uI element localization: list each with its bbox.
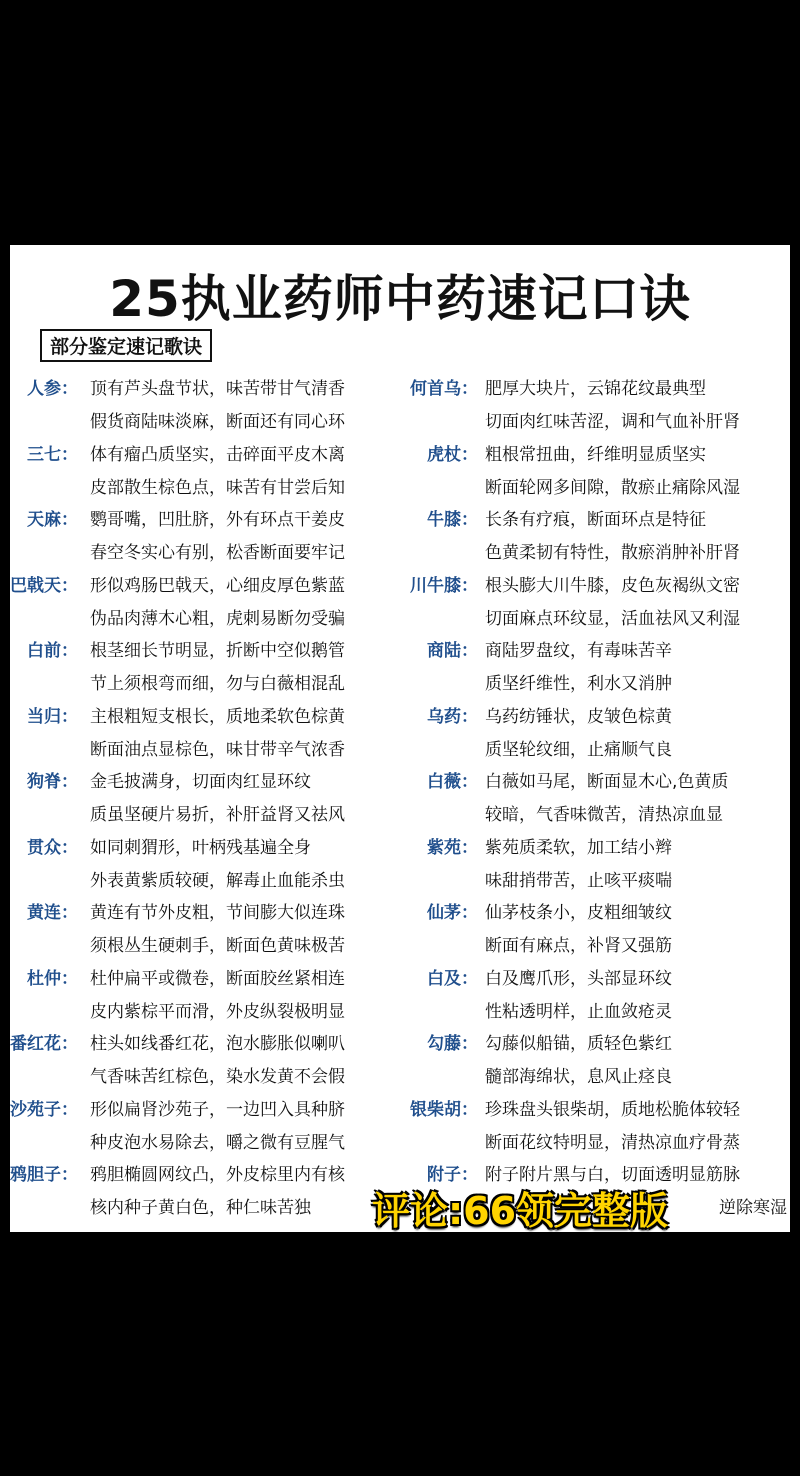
verse-line-2: 种皮泡水易除去，嚼之微有豆腥气	[90, 1132, 345, 1153]
verse-line-1: 根头膨大川牛膝，皮色灰褐纵文密	[485, 575, 740, 596]
verse-line-2: 伪品肉薄木心粗，虎刺易断勿受骗	[90, 608, 345, 629]
verse-line-2: 皮内紫棕平而滑，外皮纵裂极明显	[90, 1001, 345, 1022]
verse-line-1: 珍珠盘头银柴胡，质地松脆体较轻	[485, 1099, 740, 1120]
verse-line-1: 鸦胆椭圆网纹凸，外皮棕里内有核	[90, 1165, 345, 1185]
verse-line-2: 较暗，气香味微苦，清热凉血显	[485, 805, 723, 825]
verse-line-1: 金毛披满身，切面肉红显环纹	[90, 772, 311, 792]
herb-entry	[405, 370, 790, 436]
herb-name: 川牛膝：	[410, 575, 478, 596]
herb-entry	[10, 960, 400, 1026]
herb-name: 当归：	[27, 706, 78, 727]
herb-name: 白及：	[427, 968, 478, 989]
verse-line-1: 商陆罗盘纹，有毒味苦辛	[485, 641, 672, 661]
herb-name: 附子：	[427, 1165, 478, 1185]
herb-name: 紫苑：	[427, 837, 478, 858]
mnemonic-sheet	[10, 245, 790, 1232]
verse-line-2: 质坚轮纹细，止痛顺气良	[485, 739, 672, 760]
verse-line-2: 髓部海绵状，息风止痉良	[485, 1067, 672, 1087]
verse-line-1: 顶有芦头盘节状，味苦带甘气清香	[90, 379, 345, 399]
verse-line-1: 形似扁肾沙苑子，一边凹入具种脐	[90, 1099, 345, 1120]
verse-line-2: 逆除寒湿	[719, 1198, 787, 1218]
right-column	[405, 370, 790, 1222]
herb-entry	[405, 1091, 790, 1157]
herb-entry	[10, 1091, 400, 1157]
verse-line-1: 形似鸡肠巴戟天，心细皮厚色紫蓝	[90, 575, 345, 596]
herb-name: 杜仲：	[27, 968, 78, 989]
verse-line-1: 白及鹰爪形，头部显环纹	[485, 968, 672, 989]
verse-line-1: 鹦哥嘴，凹肚脐，外有环点干姜皮	[90, 510, 345, 530]
verse-line-2: 质坚纤维性，利水又消肿	[485, 674, 672, 694]
herb-name: 何首乌：	[410, 379, 478, 399]
herb-name: 商陆：	[427, 641, 478, 661]
herb-entry	[10, 1025, 400, 1091]
herb-entry	[10, 370, 400, 436]
verse-line-2: 假货商陆味淡麻，断面还有同心环	[90, 412, 345, 432]
verse-line-2: 切面肉红味苦涩，调和气血补肝肾	[485, 412, 740, 432]
herb-entry	[10, 698, 400, 764]
verse-line-1: 乌药纺锤状，皮皱色棕黄	[485, 706, 672, 727]
verse-line-2: 切面麻点环纹显，活血祛风又利湿	[485, 608, 740, 629]
herb-name: 白前：	[27, 641, 78, 661]
herb-name: 贯众：	[27, 837, 78, 858]
verse-line-1: 根茎细长节明显，折断中空似鹅管	[90, 641, 345, 661]
herb-name: 乌药：	[427, 706, 478, 727]
herb-entry	[405, 698, 790, 764]
herb-entry	[405, 501, 790, 567]
page-title: 25执业药师中药速记口诀	[109, 270, 691, 328]
herb-name: 天麻：	[27, 510, 78, 530]
herb-entry	[10, 501, 400, 567]
verse-line-1: 紫苑质柔软，加工结小辫	[485, 837, 672, 858]
herb-name: 巴戟天：	[10, 575, 78, 596]
verse-line-2: 色黄柔韧有特性，散瘀消肿补肝肾	[485, 543, 740, 563]
herb-name: 黄连：	[27, 903, 78, 923]
verse-line-2: 断面轮网多间隙，散瘀止痛除风湿	[485, 477, 740, 498]
herb-entry	[10, 436, 400, 502]
herb-entry	[405, 960, 790, 1026]
verse-line-1: 白薇如马尾，断面显木心,色黄质	[485, 772, 729, 792]
verse-line-1: 杜仲扁平或微卷，断面胶丝紧相连	[90, 968, 345, 989]
verse-line-2: 核内种子黄白色，种仁味苦独	[90, 1198, 311, 1218]
herb-name: 勾藤：	[427, 1034, 478, 1054]
verse-line-1: 如同刺猬形，叶柄残基遍全身	[90, 837, 311, 858]
overlay-caption: 评论:66领完整版	[371, 1189, 669, 1233]
herb-entry	[10, 763, 400, 829]
herb-entry	[10, 829, 400, 895]
verse-line-1: 粗根常扭曲，纤维明显质坚实	[485, 444, 706, 465]
verse-line-2: 质虽坚硬片易折，补肝益肾又祛风	[90, 805, 345, 825]
verse-line-2: 须根丛生硬刺手，断面色黄味极苦	[90, 936, 345, 956]
verse-line-2: 节上须根弯而细，勿与白薇相混乱	[90, 674, 345, 694]
herb-name: 牛膝：	[427, 510, 478, 530]
herb-entry	[405, 1025, 790, 1091]
herb-entry	[405, 567, 790, 633]
verse-line-2: 断面花纹特明显，清热凉血疗骨蒸	[485, 1132, 740, 1153]
herb-entry	[10, 1156, 400, 1222]
verse-line-2: 皮部散生棕色点，味苦有甘尝后知	[90, 477, 345, 498]
verse-line-2: 断面有麻点，补肾又强筋	[485, 936, 672, 956]
herb-entry	[405, 632, 790, 698]
herb-name: 虎杖：	[427, 444, 478, 465]
herb-entry	[10, 567, 400, 633]
herb-name: 三七：	[27, 444, 78, 465]
verse-line-2: 气香味苦红棕色，染水发黄不会假	[90, 1067, 345, 1087]
herb-name: 仙茅：	[427, 903, 478, 923]
herb-entry	[405, 763, 790, 829]
verse-line-2: 性粘透明样，止血敛疮灵	[485, 1001, 672, 1022]
herb-name: 番红花：	[10, 1034, 78, 1054]
verse-line-1: 体有瘤凸质坚实，击碎面平皮木离	[90, 444, 345, 465]
herb-name: 白薇：	[427, 772, 478, 792]
herb-name: 狗脊：	[27, 772, 78, 792]
verse-line-2: 味甜捎带苦，止咳平痰喘	[485, 870, 672, 891]
section-label: 部分鉴定速记歌诀	[40, 329, 212, 362]
herb-entry	[405, 829, 790, 895]
herb-name: 沙苑子：	[10, 1099, 78, 1120]
verse-line-1: 勾藤似船锚，质轻色紫红	[485, 1034, 672, 1054]
verse-line-1: 主根粗短支根长，质地柔软色棕黄	[90, 706, 345, 727]
herb-name: 人参：	[27, 379, 78, 399]
verse-line-2: 断面油点显棕色，味甘带辛气浓香	[90, 739, 345, 760]
verse-line-1: 肥厚大块片，云锦花纹最典型	[485, 379, 706, 399]
herb-entry	[10, 632, 400, 698]
verse-line-2: 春空冬实心有别，松香断面要牢记	[90, 543, 345, 563]
verse-line-1: 柱头如线番红花，泡水膨胀似喇叭	[90, 1034, 345, 1054]
left-column	[10, 370, 400, 1222]
verse-line-1: 黄连有节外皮粗，节间膨大似连珠	[90, 903, 345, 923]
verse-line-2: 外表黄紫质较硬，解毒止血能杀虫	[90, 870, 345, 891]
herb-name: 鸦胆子：	[10, 1165, 78, 1185]
verse-line-1: 附子附片黑与白，切面透明显筋脉	[485, 1165, 740, 1185]
herb-name: 银柴胡：	[410, 1099, 478, 1120]
verse-line-1: 长条有疗痕，断面环点是特征	[485, 510, 706, 530]
herb-entry	[10, 894, 400, 960]
verse-line-1: 仙茅枝条小，皮粗细皱纹	[485, 903, 672, 923]
herb-entry	[405, 436, 790, 502]
herb-entry	[405, 894, 790, 960]
